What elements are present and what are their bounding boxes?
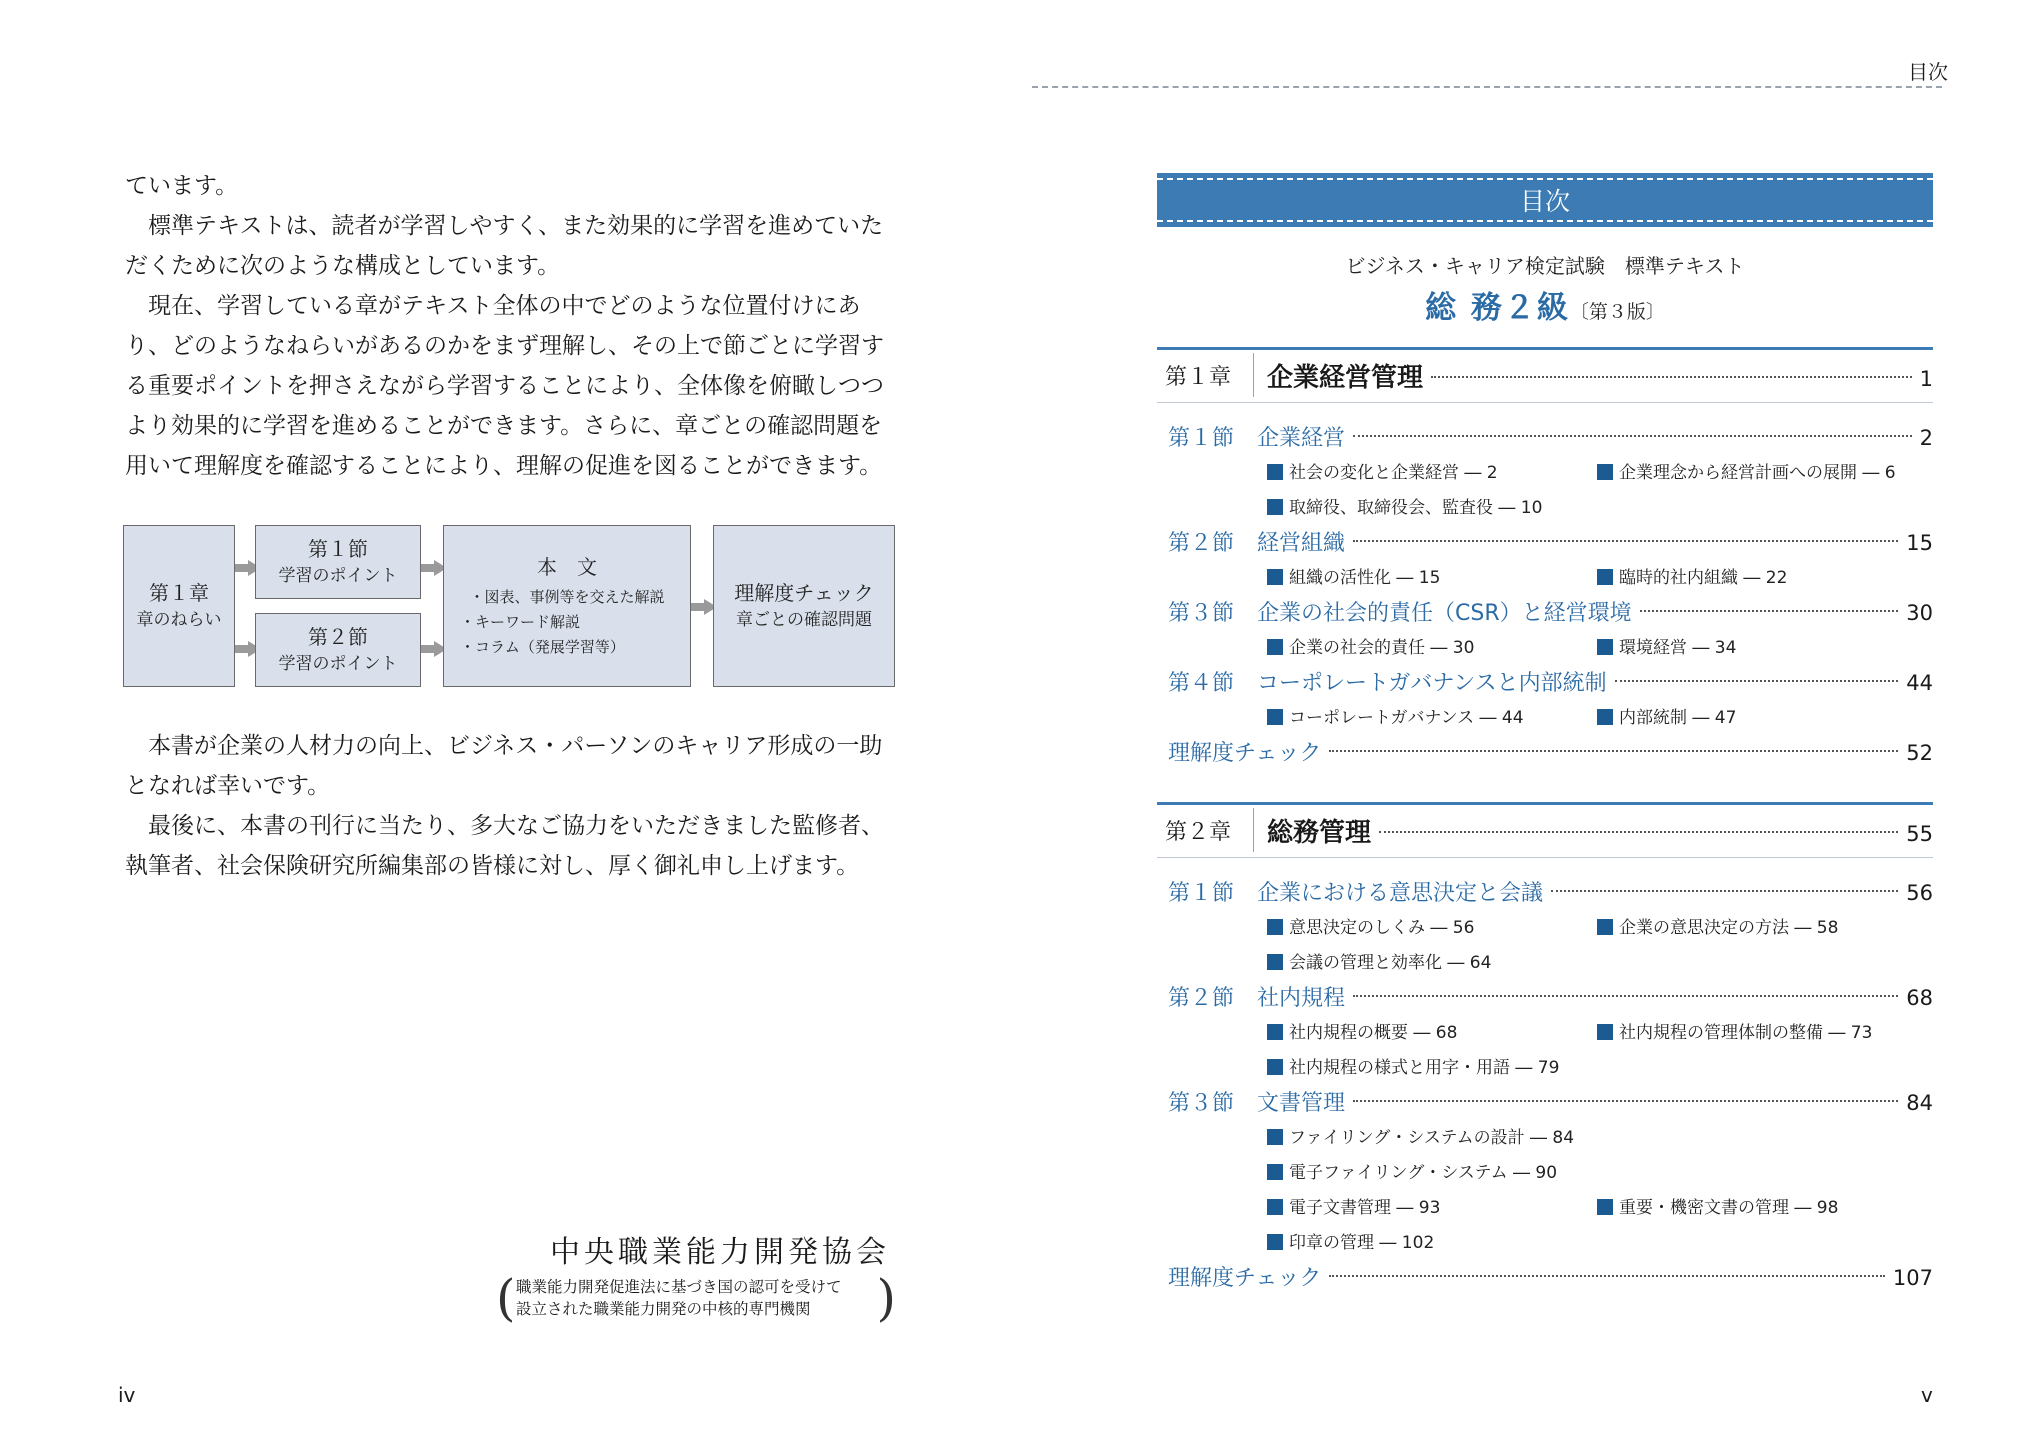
toc-banner xyxy=(1157,173,1933,227)
book-title xyxy=(1157,282,1933,327)
section-title: 文書管理 xyxy=(1257,1091,1346,1116)
section-number: 第１節 xyxy=(1168,881,1235,906)
leader-dots xyxy=(1329,1275,1885,1277)
subsection-item[interactable]: 会議の管理と効率化 ― 64 xyxy=(1267,946,1597,981)
flow-check-sub: 章ごとの確認問題 xyxy=(736,610,872,630)
quiz-title: 理解度チェック xyxy=(1168,1266,1322,1291)
flow-check-box xyxy=(713,525,895,687)
toc-section[interactable] xyxy=(1157,981,1933,1016)
closing-paragraph-2: 最後に、本書の刊行に当たり、多大なご協力をいただきました監修者、執筆者、社会保険研究所編集部の皆様に対し、厚く御礼申し上げます。 xyxy=(125,813,884,879)
org-desc-line: 職業能力開発促進法に基づき国の認可を受けて xyxy=(516,1278,842,1296)
subsection-item[interactable]: 意思決定のしくみ ― 56 xyxy=(1267,911,1597,946)
section-page: 30 xyxy=(1906,601,1933,625)
subsection-item[interactable]: 企業理念から経営計画への展開 ― 6 xyxy=(1597,456,1927,491)
toc-section[interactable] xyxy=(1157,526,1933,561)
subsection-item[interactable]: 社会の変化と企業経営 ― 2 xyxy=(1267,456,1597,491)
section-title: 経営組織 xyxy=(1257,531,1346,556)
leader-dots xyxy=(1353,1100,1898,1102)
chapter-title: 総務管理 xyxy=(1267,818,1372,848)
leader-dots xyxy=(1353,435,1912,437)
chapter-heading[interactable] xyxy=(1157,802,1933,858)
book-title-main: 総 務２級 xyxy=(1425,290,1570,326)
organization-name: 中央職業能力開発協会 xyxy=(550,1235,890,1270)
chapter-divider xyxy=(1253,353,1254,397)
section-title: 企業の社会的責任（CSR）と経営環境 xyxy=(1257,601,1632,626)
subsection-item[interactable]: 取締役、取締役会、監査役 ― 10 xyxy=(1267,491,1597,526)
leader-dots xyxy=(1329,750,1898,752)
subsection-item[interactable]: 企業の意思決定の方法 ― 58 xyxy=(1597,911,1927,946)
leader-dots xyxy=(1551,890,1898,892)
running-head: 目次 xyxy=(1908,60,1948,84)
chapter-number: 第１章 xyxy=(1165,365,1232,390)
paren-right: ) xyxy=(876,1269,896,1327)
flow-chapter-box xyxy=(123,525,235,687)
subsection-list xyxy=(1157,1121,1933,1261)
chapter-title: 企業経営管理 xyxy=(1267,363,1424,393)
flow-body-item: ・コラム（発展学習等） xyxy=(460,637,625,656)
intro-paragraph-1: ています。 xyxy=(125,173,239,199)
quiz-title: 理解度チェック xyxy=(1168,741,1322,766)
subsection-item[interactable]: 環境経営 ― 34 xyxy=(1597,631,1927,666)
book-series: ビジネス・キャリア検定試験 標準テキスト xyxy=(1345,254,1745,278)
closing-paragraph-1: 本書が企業の人材力の向上、ビジネス・パーソンのキャリア形成の一助となれば幸いです。 xyxy=(125,733,883,799)
subsection-item[interactable]: 内部統制 ― 47 xyxy=(1597,701,1927,736)
subsection-item[interactable]: 企業の社会的責任 ― 30 xyxy=(1267,631,1597,666)
flow-section1-box xyxy=(255,525,421,599)
flow-section2-box xyxy=(255,613,421,687)
flow-chapter-sub: 章のねらい xyxy=(136,610,222,630)
section-title: 企業経営 xyxy=(1257,426,1346,451)
toc-section[interactable] xyxy=(1157,876,1933,911)
section-title: 社内規程 xyxy=(1257,986,1346,1011)
subsection-item[interactable]: 社内規程の様式と用字・用語 ― 79 xyxy=(1267,1051,1597,1086)
leader-dots xyxy=(1353,995,1898,997)
section-page: 84 xyxy=(1906,1091,1933,1115)
subsection-item[interactable]: 電子文書管理 ― 93 xyxy=(1267,1191,1597,1226)
flow-section1-title: 第１節 xyxy=(308,537,368,561)
intro-paragraph-3: 現在、学習している章がテキスト全体の中でどのような位置付けにあり、どのようなねらいがあるのかをまず理解し、その上で節ごとに学習する重要ポイントを押さえながら学習することにより、全体像を俯瞰しつつより効果的に学習を進めることができます。さらに、章ごとの確認問題を用いて理解度を確認することにより、理解の促進を図ることができます。 xyxy=(125,293,884,479)
chapter-page: 55 xyxy=(1906,822,1933,846)
section-page: 68 xyxy=(1906,986,1933,1010)
subsection-list xyxy=(1157,456,1933,526)
section-page: 15 xyxy=(1906,531,1933,555)
toc-chapter-2 xyxy=(1157,802,1933,1296)
chapter-divider xyxy=(1253,808,1254,852)
subsection-list xyxy=(1157,1016,1933,1086)
toc-chapter-1 xyxy=(1157,347,1933,771)
flow-section1-sub: 学習のポイント xyxy=(278,566,398,586)
toc-section[interactable] xyxy=(1157,666,1933,701)
org-desc-line: 設立された職業能力開発の中核的専門機関 xyxy=(516,1300,811,1318)
section-page: 44 xyxy=(1906,671,1933,695)
subsection-item[interactable]: コーポレートガバナンス ― 44 xyxy=(1267,701,1597,736)
section-page: 2 xyxy=(1919,426,1933,450)
flow-body-item: ・キーワード解説 xyxy=(460,612,581,631)
section-title: 企業における意思決定と会議 xyxy=(1257,881,1544,906)
section-title: コーポレートガバナンスと内部統制 xyxy=(1257,671,1607,696)
subsection-list xyxy=(1157,701,1933,736)
flow-section2-title: 第２節 xyxy=(308,625,368,649)
leader-dots xyxy=(1353,540,1898,542)
flow-body-box xyxy=(443,525,691,687)
page-number-left: iv xyxy=(118,1383,136,1407)
chapter-number: 第２章 xyxy=(1165,820,1232,845)
header-rule xyxy=(1032,86,1942,88)
subsection-item[interactable]: 組織の活性化 ― 15 xyxy=(1267,561,1597,596)
section-number: 第１節 xyxy=(1168,426,1235,451)
page-number-right: v xyxy=(1921,1383,1933,1407)
toc-section[interactable] xyxy=(1157,596,1933,631)
subsection-item[interactable]: 印章の管理 ― 102 xyxy=(1267,1226,1597,1261)
section-page: 56 xyxy=(1906,881,1933,905)
toc-banner-label: 目次 xyxy=(1519,187,1570,216)
structure-diagram xyxy=(123,525,895,687)
flow-body-title: 本 文 xyxy=(537,554,597,579)
subsection-list xyxy=(1157,631,1933,666)
flow-check-title: 理解度チェック xyxy=(734,581,874,605)
section-number: 第２節 xyxy=(1168,986,1235,1011)
subsection-item[interactable]: ファイリング・システムの設計 ― 84 xyxy=(1267,1121,1927,1156)
toc-quiz[interactable] xyxy=(1157,736,1933,771)
paren-left: ( xyxy=(496,1269,516,1327)
organization-description xyxy=(496,1269,896,1327)
flow-body-item: ・図表、事例等を交えた解説 xyxy=(469,587,665,606)
intro-paragraph-2: 標準テキストは、読者が学習しやすく、また効果的に学習を進めていただくために次のような構成としています。 xyxy=(125,213,884,279)
flow-chapter-title: 第１章 xyxy=(149,581,209,605)
leader-dots xyxy=(1379,831,1898,833)
leader-dots xyxy=(1615,680,1899,682)
subsection-item[interactable]: 社内規程の管理体制の整備 ― 73 xyxy=(1597,1016,1927,1051)
leader-dots xyxy=(1640,610,1899,612)
section-number: 第２節 xyxy=(1168,531,1235,556)
section-number: 第３節 xyxy=(1168,1091,1235,1116)
intro-text xyxy=(125,166,905,486)
leader-dots xyxy=(1431,376,1912,378)
quiz-page: 52 xyxy=(1906,741,1933,765)
chapter-page: 1 xyxy=(1919,367,1933,391)
book-title-edition: 〔第３版〕 xyxy=(1569,301,1665,323)
subsection-list xyxy=(1157,911,1933,981)
toc-section[interactable] xyxy=(1157,1086,1933,1121)
quiz-page: 107 xyxy=(1892,1266,1933,1290)
subsection-list xyxy=(1157,561,1933,596)
flow-section2-sub: 学習のポイント xyxy=(278,654,398,674)
closing-text xyxy=(125,726,905,886)
toc-section[interactable] xyxy=(1157,421,1933,456)
chapter-heading[interactable] xyxy=(1157,347,1933,403)
subsection-item[interactable]: 社内規程の概要 ― 68 xyxy=(1267,1016,1597,1051)
subsection-item[interactable]: 電子ファイリング・システム ― 90 xyxy=(1267,1156,1927,1191)
section-number: 第３節 xyxy=(1168,601,1235,626)
subsection-item[interactable]: 臨時的社内組織 ― 22 xyxy=(1597,561,1927,596)
toc-quiz[interactable] xyxy=(1157,1261,1933,1296)
section-number: 第４節 xyxy=(1168,671,1235,696)
subsection-item[interactable]: 重要・機密文書の管理 ― 98 xyxy=(1597,1191,1927,1226)
